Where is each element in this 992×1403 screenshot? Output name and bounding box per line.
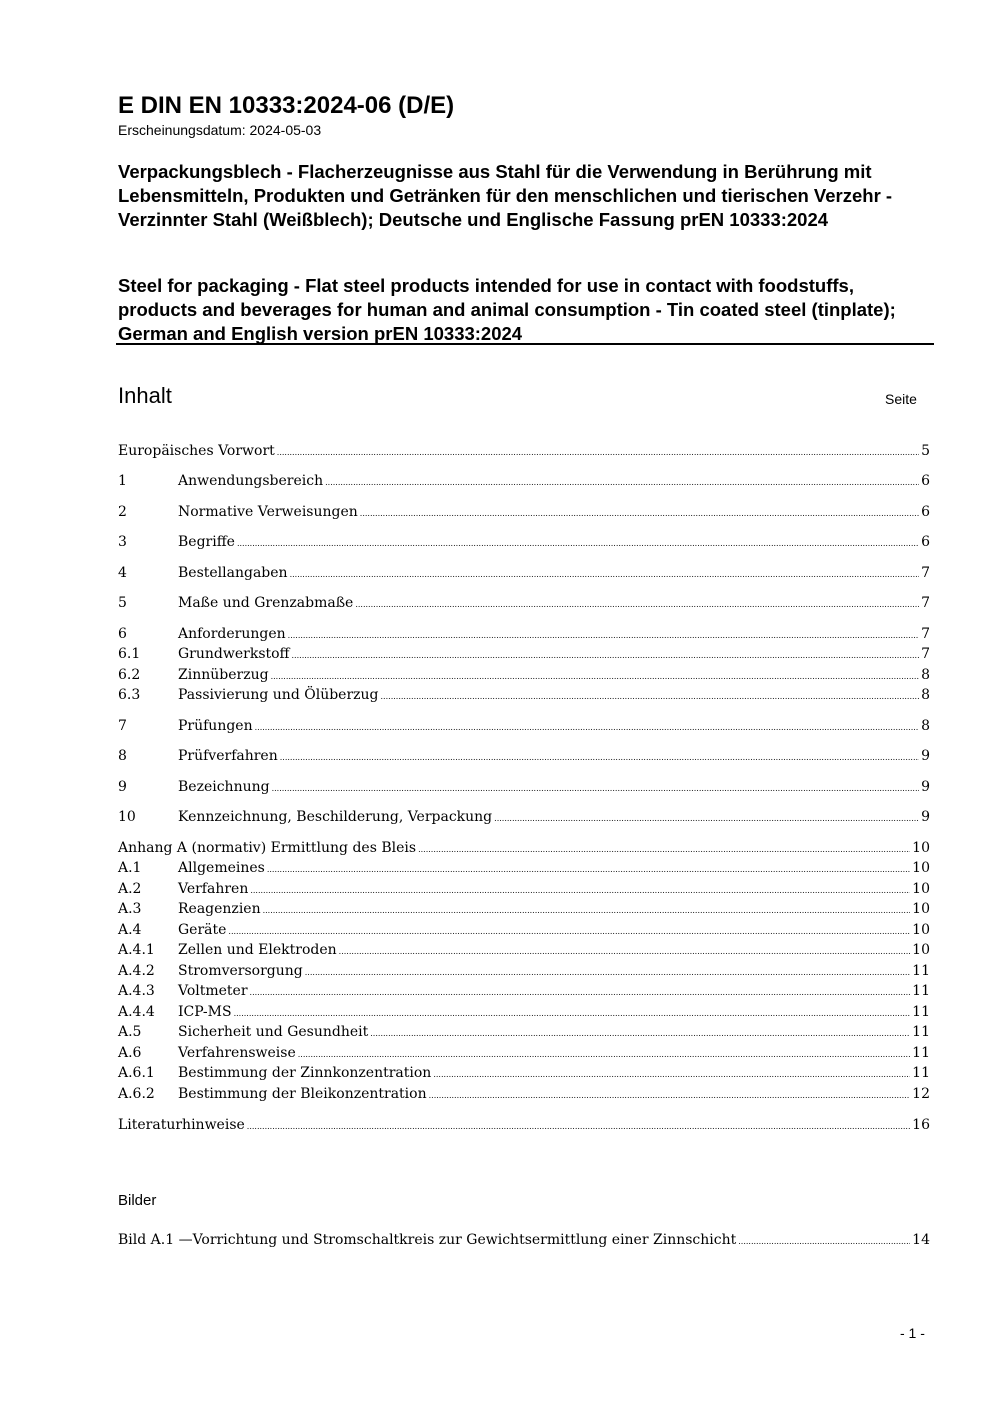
toc-entry-number: A.6 [118,1045,142,1061]
toc-entry-page: 7 [921,565,930,581]
toc-entry[interactable] [118,685,930,705]
toc-entry-page: 11 [912,1065,930,1081]
toc-entry-title: Verfahren [178,881,249,897]
toc-entry[interactable] [118,471,930,491]
toc-entry[interactable] [118,532,930,552]
toc-entry-title: Anwendungsbereich [178,473,324,489]
toc-entry-number: A.4.4 [118,1004,155,1020]
toc-entry-title: Sicherheit und Gesundheit [178,1024,369,1040]
toc-entry-number: 4 [118,565,127,581]
toc-entry-page: 8 [921,687,930,703]
toc-entry-title: Zellen und Elektroden [178,942,337,958]
toc-entry[interactable] [118,593,930,613]
document-id: E DIN EN 10333:2024-06 (D/E) [118,92,455,119]
toc-entry[interactable] [118,441,930,461]
toc-entry-page: 10 [912,881,930,897]
toc-entry-number: 6 [118,626,127,642]
toc-entry-number: 3 [118,534,127,550]
toc-dot-leader [267,858,910,880]
toc-dot-leader [429,1084,911,1106]
toc-dot-leader [234,1002,911,1024]
toc-dot-leader [290,563,920,585]
toc-entry-number: 1 [118,473,127,489]
toc-entry-number: A.2 [118,881,142,897]
toc-entry-page: 11 [912,1004,930,1020]
toc-entry-title: Bestimmung der Bleikonzentration [178,1086,427,1102]
toc-dot-leader [247,1115,910,1137]
toc-entry-page: 7 [921,626,930,642]
toc-entry-title: Anhang A (normativ) Ermittlung des Bleis [118,840,417,856]
toc-dot-leader [255,716,919,738]
title-divider [116,343,934,345]
toc-dot-leader [381,685,920,707]
toc-entry-title: Passivierung und Ölüberzug [178,687,379,703]
toc-dot-leader [325,471,919,493]
toc-entry-page: 10 [912,860,930,876]
toc-entry-page: 6 [921,473,930,489]
toc-dot-leader [277,441,919,463]
toc-entry-page: 5 [921,443,930,459]
toc-dot-leader [494,807,919,829]
toc-dot-leader [250,879,910,901]
toc-dot-leader [355,593,919,615]
toc-entry-title: Anforderungen [178,626,286,642]
toc-entry[interactable] [118,838,930,858]
toc-entry-number: A.4 [118,922,142,938]
toc-entry-number: 9 [118,779,127,795]
toc-entry[interactable] [118,807,930,827]
toc-entry-page: 8 [921,667,930,683]
toc-entry-title: Europäisches Vorwort [118,443,275,459]
toc-entry-title: Verfahrensweise [178,1045,296,1061]
toc-dot-leader [339,940,911,962]
toc-dot-leader [418,838,910,860]
toc-entry-title: Zinnüberzug [178,667,269,683]
toc-dot-leader [433,1063,910,1085]
toc-dot-leader [237,532,919,554]
toc-entry-page: 9 [921,779,930,795]
toc-entry-page: 10 [912,901,930,917]
toc-entry-number: A.3 [118,901,142,917]
toc-entry[interactable] [118,961,930,981]
toc-dot-leader [263,899,911,921]
toc-entry-title: ICP-MS [178,1004,232,1020]
toc-entry-title: Bezeichnung [178,779,270,795]
toc-dot-leader [738,1230,910,1252]
toc-entry-page: 16 [912,1117,930,1133]
toc-entry[interactable] [118,879,930,899]
toc-entry-page: 11 [912,1045,930,1061]
toc-entry-title: Literaturhinweise [118,1117,245,1133]
toc-entry[interactable] [118,644,930,664]
toc-entry-page: 9 [921,809,930,825]
toc-entry[interactable] [118,563,930,583]
toc-entry[interactable] [118,858,930,878]
toc-entry-title: Kennzeichnung, Beschilderung, Verpackung [178,809,493,825]
toc-entry-number: 6.1 [118,646,141,662]
toc-entry[interactable] [118,665,930,685]
toc-entry-page: 8 [921,718,930,734]
toc-dot-leader [280,746,919,768]
page-number: - 1 - [900,1325,925,1341]
toc-entry-number: A.4.3 [118,983,155,999]
toc-entry-title: Bestimmung der Zinnkonzentration [178,1065,432,1081]
toc-entry-title: Prüfverfahren [178,748,278,764]
toc-entry-title: Allgemeines [178,860,265,876]
toc-entry-number: A.6.1 [118,1065,155,1081]
toc-entry-page: 12 [912,1086,930,1102]
toc-entry-number: 7 [118,718,127,734]
toc-entry[interactable] [118,624,930,644]
toc-entry-page: 11 [912,963,930,979]
toc-entry-page: 10 [912,942,930,958]
toc-entry[interactable] [118,920,930,940]
toc-entry-number: 6.3 [118,687,141,703]
toc-entry-number: A.4.2 [118,963,155,979]
toc-entry-number: A.6.2 [118,1086,155,1102]
toc-entry[interactable] [118,981,930,1001]
toc-entry-number: 8 [118,748,127,764]
toc-dot-leader [271,665,920,687]
toc-entry-page: 9 [921,748,930,764]
toc-entry-title: Maße und Grenzabmaße [178,595,354,611]
toc-entry-page: 11 [912,983,930,999]
toc-entry-page: 10 [912,840,930,856]
toc-entry-number: 2 [118,504,127,520]
toc-entry[interactable] [118,899,930,919]
toc-entry-number: A.1 [118,860,142,876]
publication-date: Erscheinungsdatum: 2024-05-03 [118,122,322,138]
toc-entry-page: 7 [921,595,930,611]
toc-entry-number: 6.2 [118,667,141,683]
toc-dot-leader [228,920,910,942]
toc-dot-leader [272,777,919,799]
toc-entry-title: Prüfungen [178,718,253,734]
toc-entry-page: 11 [912,1024,930,1040]
toc-entry-title: Begriffe [178,534,235,550]
toc-entry-page: 10 [912,922,930,938]
toc-entry-number: A.5 [118,1024,142,1040]
toc-entry[interactable] [118,1084,930,1104]
toc-entry-number: 5 [118,595,127,611]
german-title: Verpackungsblech - Flacherzeugnisse aus Stahl für die Verwendung in Berührung mit Lebensmitteln, Produkten und Getränken für den menschlichen und tierischen Verzehr - Verzinnter Stahl (Weißblech); Deutsche und Englische Fassung prEN 10333:2024 [118,161,893,230]
figure-entry[interactable] [118,1230,930,1250]
toc-dot-leader [292,644,920,666]
toc-entry-title: Grundwerkstoff [178,646,290,662]
page-column-heading: Seite [885,391,917,407]
toc-dot-leader [298,1043,910,1065]
toc-dot-leader [288,624,919,646]
figures-heading: Bilder [118,1192,157,1209]
toc-entry-page: 7 [921,646,930,662]
toc-entry-title: Voltmeter [178,983,248,999]
toc-entry-page: 6 [921,534,930,550]
contents-heading: Inhalt [118,383,172,408]
figure-entry-title: Bild A.1 —Vorrichtung und Stromschaltkreis zur Gewichtsermittlung einer Zinnschicht [118,1232,737,1248]
toc-entry[interactable] [118,1063,930,1083]
toc-dot-leader [250,981,911,1003]
toc-entry[interactable] [118,940,930,960]
toc-entry[interactable] [118,746,930,766]
toc-entry-title: Bestellangaben [178,565,288,581]
toc-entry-title: Reagenzien [178,901,261,917]
toc-entry[interactable] [118,502,930,522]
toc-entry-title: Normative Verweisungen [178,504,358,520]
english-title: Steel for packaging - Flat steel products intended for use in contact with foodstuffs, products and beverages for human and animal consumption - Tin coated steel (tinplate); German and English version prEN 10333:2024 [118,275,896,344]
toc-entry[interactable] [118,1115,930,1135]
toc-entry-title: Geräte [178,922,227,938]
figure-entry-page: 14 [912,1232,930,1248]
toc-entry-number: A.4.1 [118,942,155,958]
toc-entry[interactable] [118,1043,930,1063]
toc-dot-leader [305,961,910,983]
toc-entry[interactable] [118,777,930,797]
toc-entry[interactable] [118,1022,930,1042]
toc-entry[interactable] [118,716,930,736]
toc-dot-leader [360,502,919,524]
toc-dot-leader [370,1022,910,1044]
toc-entry-number: 10 [118,809,136,825]
toc-entry-page: 6 [921,504,930,520]
toc-entry-title: Stromversorgung [178,963,303,979]
toc-entry[interactable] [118,1002,930,1022]
